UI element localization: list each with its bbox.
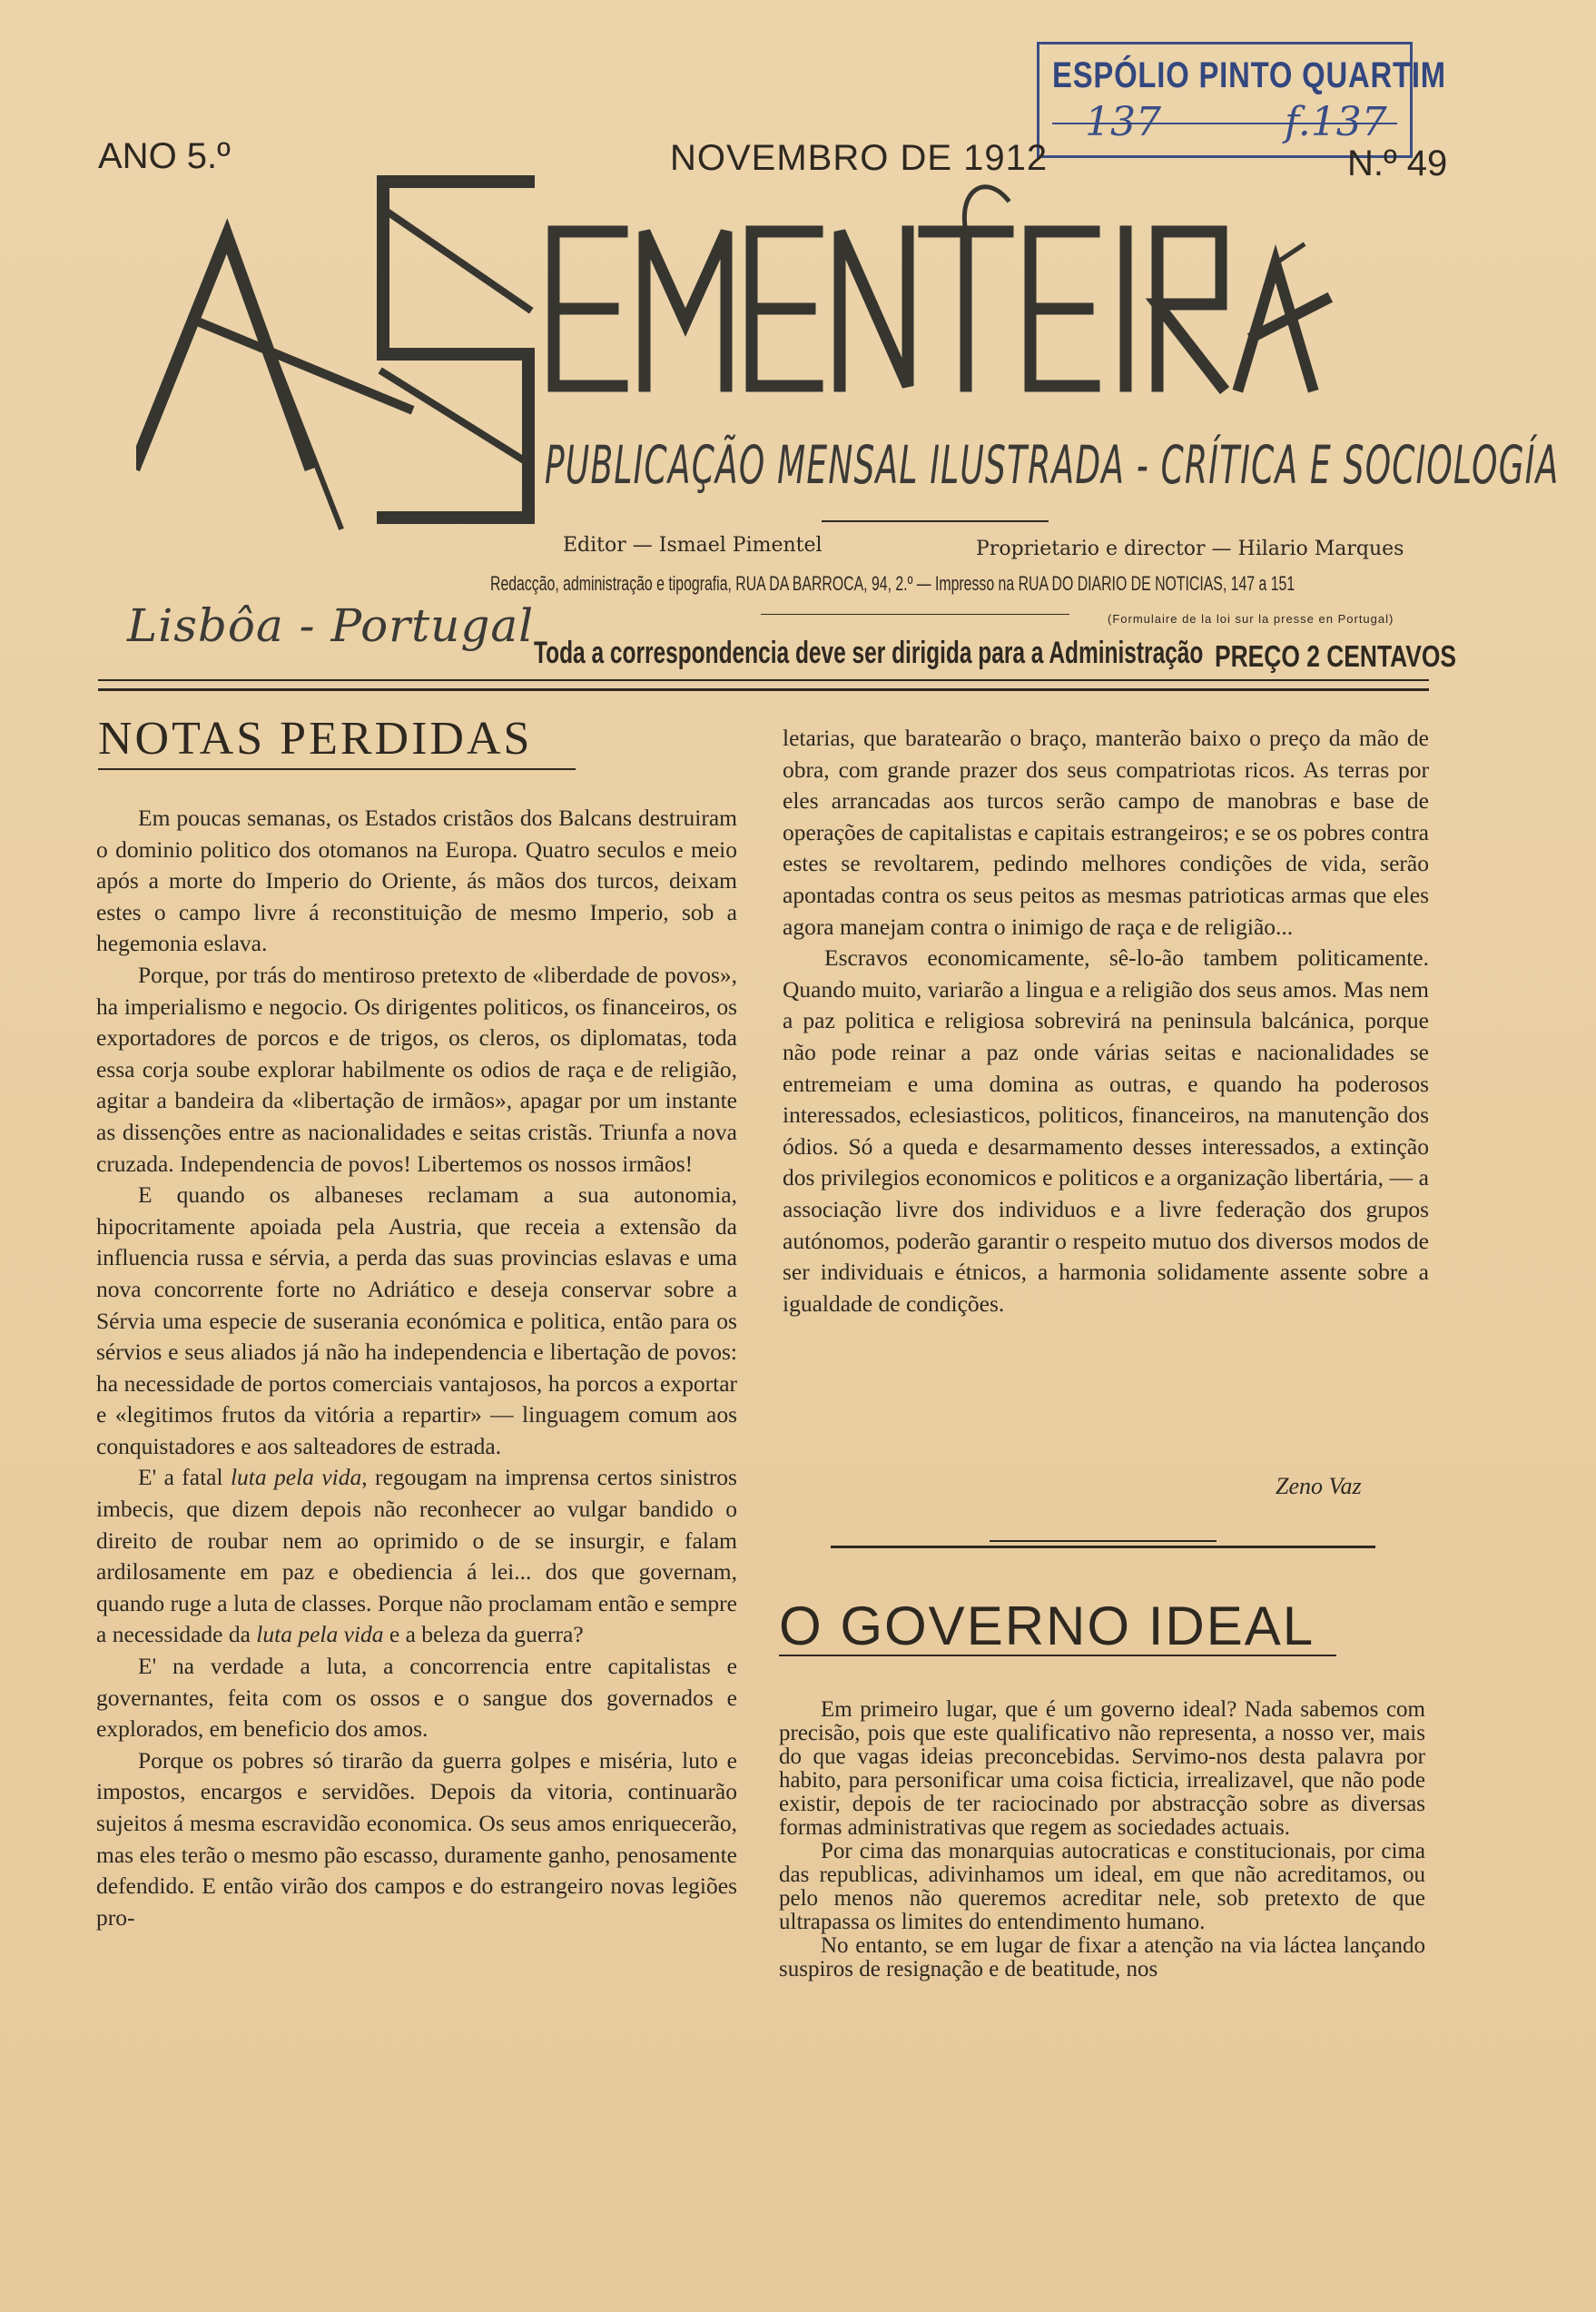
text-run: E' a fatal <box>138 1464 231 1491</box>
proprietor-line: Proprietario e director — Hilario Marques <box>976 538 1404 560</box>
paragraph: E quando os albaneses reclamam a sua autonomia, hipocritamente apoiada pela Austria, que receia a extensão da influencia russa e sérvia, a perda das suas provincias eslavas e uma nova concorrente forte no Adriático e deseja conservar sobre a Sérvia uma especie de suserania económica e politica, então para os sérvios e seus aliados já não ha independencia e libertação de povos: ha necessidade de portos comerciais vantajosos, ha porcos a exportar e «legitimos frutos da vitória a repartir» — linguagem comum aos conquistadores e aos salteadores de estrada. <box>96 1181 737 1459</box>
masthead-rule-bottom <box>98 688 1429 691</box>
stamp-left-mark: 137 <box>1085 99 1161 145</box>
paragraph: Por cima das monarquias autocraticas e constitucionais, por cima das republicas, adivinhamos um ideal, em que não acreditamos, ou pelo menos não queremos acreditar nele, sob pretexto de que ultrapassa os limites do entendimento humano. <box>779 1839 1425 1934</box>
paragraph: Em primeiro lugar, que é um governo ideal? Nada sabemos com precisão, pois que este qualificativo não representa, a nosso ver, mais do que vagas ideias preconcebidas. Servimo-nos desta palavra por habito, para personificar uma coisa ficticia, irrealizavel, que não pode existir, depois de ter raciocinado por abstracção sobre as diversas formas administrativas que regem as sociedades actuais. <box>779 1697 1425 1840</box>
editor-line: Editor — Ismael Pimentel <box>563 534 823 557</box>
text-run: e a beleza da guerra? <box>383 1621 584 1648</box>
price: PREÇO 2 CENTAVOS <box>1215 639 1456 673</box>
section-separator-1 <box>831 1546 1375 1548</box>
masthead-rule-top <box>98 679 1429 681</box>
stamp-rule <box>1052 123 1397 124</box>
issue-number: N.º 49 <box>1347 143 1448 183</box>
right-column-bottom <box>779 1698 1425 1981</box>
paragraph: Porque os pobres só tirarão da guerra golpes e miséria, luto e impostos, encargos e servidões. Depois da vitoria, continuarão sujeitos á mesma escravidão economica. Os seus amos enriquecerão, mas eles terão o mesmo pão escasso, duramente ganho, penosamente defendido. E então virão dos campos e do estrangeiro novas legiões pro- <box>96 1746 737 1931</box>
address-line: Redacção, administração e tipografia, RUA DA BARROCA, 94, 2.º — Impresso na RUA DO DIARIO DE NOTICIAS, 147 a 151 <box>490 572 1296 595</box>
right-column-top <box>783 723 1429 1319</box>
article-title-underline <box>98 768 576 770</box>
paragraph: No entanto, se em lugar de fixar a atenção na via láctea lançando suspiros de resignação e de beatitude, nos <box>779 1933 1425 1981</box>
issue-date: NOVEMBRO DE 1912 <box>670 138 1049 178</box>
article-title-governo-ideal: O GOVERNO IDEAL <box>779 1596 1315 1656</box>
paragraph <box>96 1462 737 1651</box>
correspondence-line: Toda a correspondencia deve ser dirigida para a Administração <box>534 636 1204 670</box>
text-run: , regougam na imprensa certos sinistros imbecis, que dizem depois não reconhecer ao vulgar bandido o direito de roubar nem ao oprimido o de se insurgir, e falam ardilosamente em paz e obediencia á lei... dos que governam, quando ruge a luta de classes. Porque não proclamam então e sempre a necessidade da <box>96 1464 737 1648</box>
stamp-title: ESPÓLIO PINTO QUARTIM <box>1052 55 1446 95</box>
masthead-subtitle: PUBLICAÇÃO MENSAL ILUSTRADA - CRÍTICA E SOCIOLOGÍA <box>545 434 1560 496</box>
article-title-notas-perdidas: NOTAS PERDIDAS <box>98 713 533 765</box>
issue-year: ANO 5.º <box>98 136 231 176</box>
emphasis: luta pela vida <box>230 1464 362 1491</box>
paragraph: letarias, que baratearão o braço, manterão baixo o preço da mão de obra, com grande prazer dos seus compatriotas ricos. As terras por eles arrancadas aos turcos serão campo de manobras e base de operações de capitalistas e capitais estrangeiros; e se os pobres contra estes se revoltarem, pedindo melhores condições de vida, serão apontadas contra os seus peitos as mesmas patrioticas armas que eles agora manejam contra o inimigo de raça e de religião... <box>783 725 1429 940</box>
left-column <box>96 803 737 1933</box>
city-caption: Lisbôa - Portugal <box>127 599 535 652</box>
section-separator-2 <box>990 1540 1217 1542</box>
paragraph: Porque, por trás do mentiroso pretexto de «liberdade de povos», ha imperialismo e negocio. Os dirigentes politicos, os financeiros, os exportadores de porcos e de trigos, os cleros, os diplomatas, toda essa corja soube explorar habilmente os odios de raça e de religião, agitar a bandeira da «libertação de irmãos», apagar por um instante as dissenções entre as nacionalidades e seitas cristãs. Triunfa a nova cruzada. Independencia de povos! Libertemos os nossos irmãos! <box>96 961 737 1177</box>
paragraph: Em poucas semanas, os Estados cristãos dos Balcans destruiram o dominio politico dos otomanos na Europa. Quatro seculos e meio após a morte do Imperio do Oriente, ás mãos dos turcos, deixam estes o campo livre á reconstituição de mesmo Imperio, sob a hegemonia eslava. <box>96 805 737 957</box>
paragraph: E' na verdade a luta, a concorrencia entre capitalistas e governantes, feita com os ossos e o sangue dos governados e explorados, em beneficio dos amos. <box>96 1653 737 1743</box>
article-title-underline-2 <box>779 1655 1336 1656</box>
formulaire-note: (Formulaire de la loi sur la presse en Portugal) <box>1108 612 1394 626</box>
subtitle-rule <box>822 520 1049 522</box>
paragraph: Escravos economicamente, sê-lo-ão tambem politicamente. Quando muito, variarão a lingua e a religião dos seus amos. Mas nem a paz politica e religiosa sobrevirá na peninsula balcánica, porque não pode reinar a paz onde várias seitas e nacionalidades se entremeiam e uma domina as outras, e quando ha poderosos interessados, eclesiasticos, politicos, financeiros, na manutenção dos ódios. Só a queda e desarmamento desses interessados, a extinção dos privilegios economicos e politicos e a organização libertária, — a associação livre dos individuos e a livre federação dos grupos autónomos, poderão garantir o respeito mutuo dos diversos modos de ser individuais e étnicos, a harmonia solidamente assente sobre a igualdade de condições. <box>783 944 1429 1317</box>
stamp-right-mark: f.137 <box>1285 99 1387 145</box>
emphasis: luta pela vida <box>256 1621 384 1648</box>
author-signature: Zeno Vaz <box>1276 1473 1362 1499</box>
address-rule <box>761 614 1069 615</box>
